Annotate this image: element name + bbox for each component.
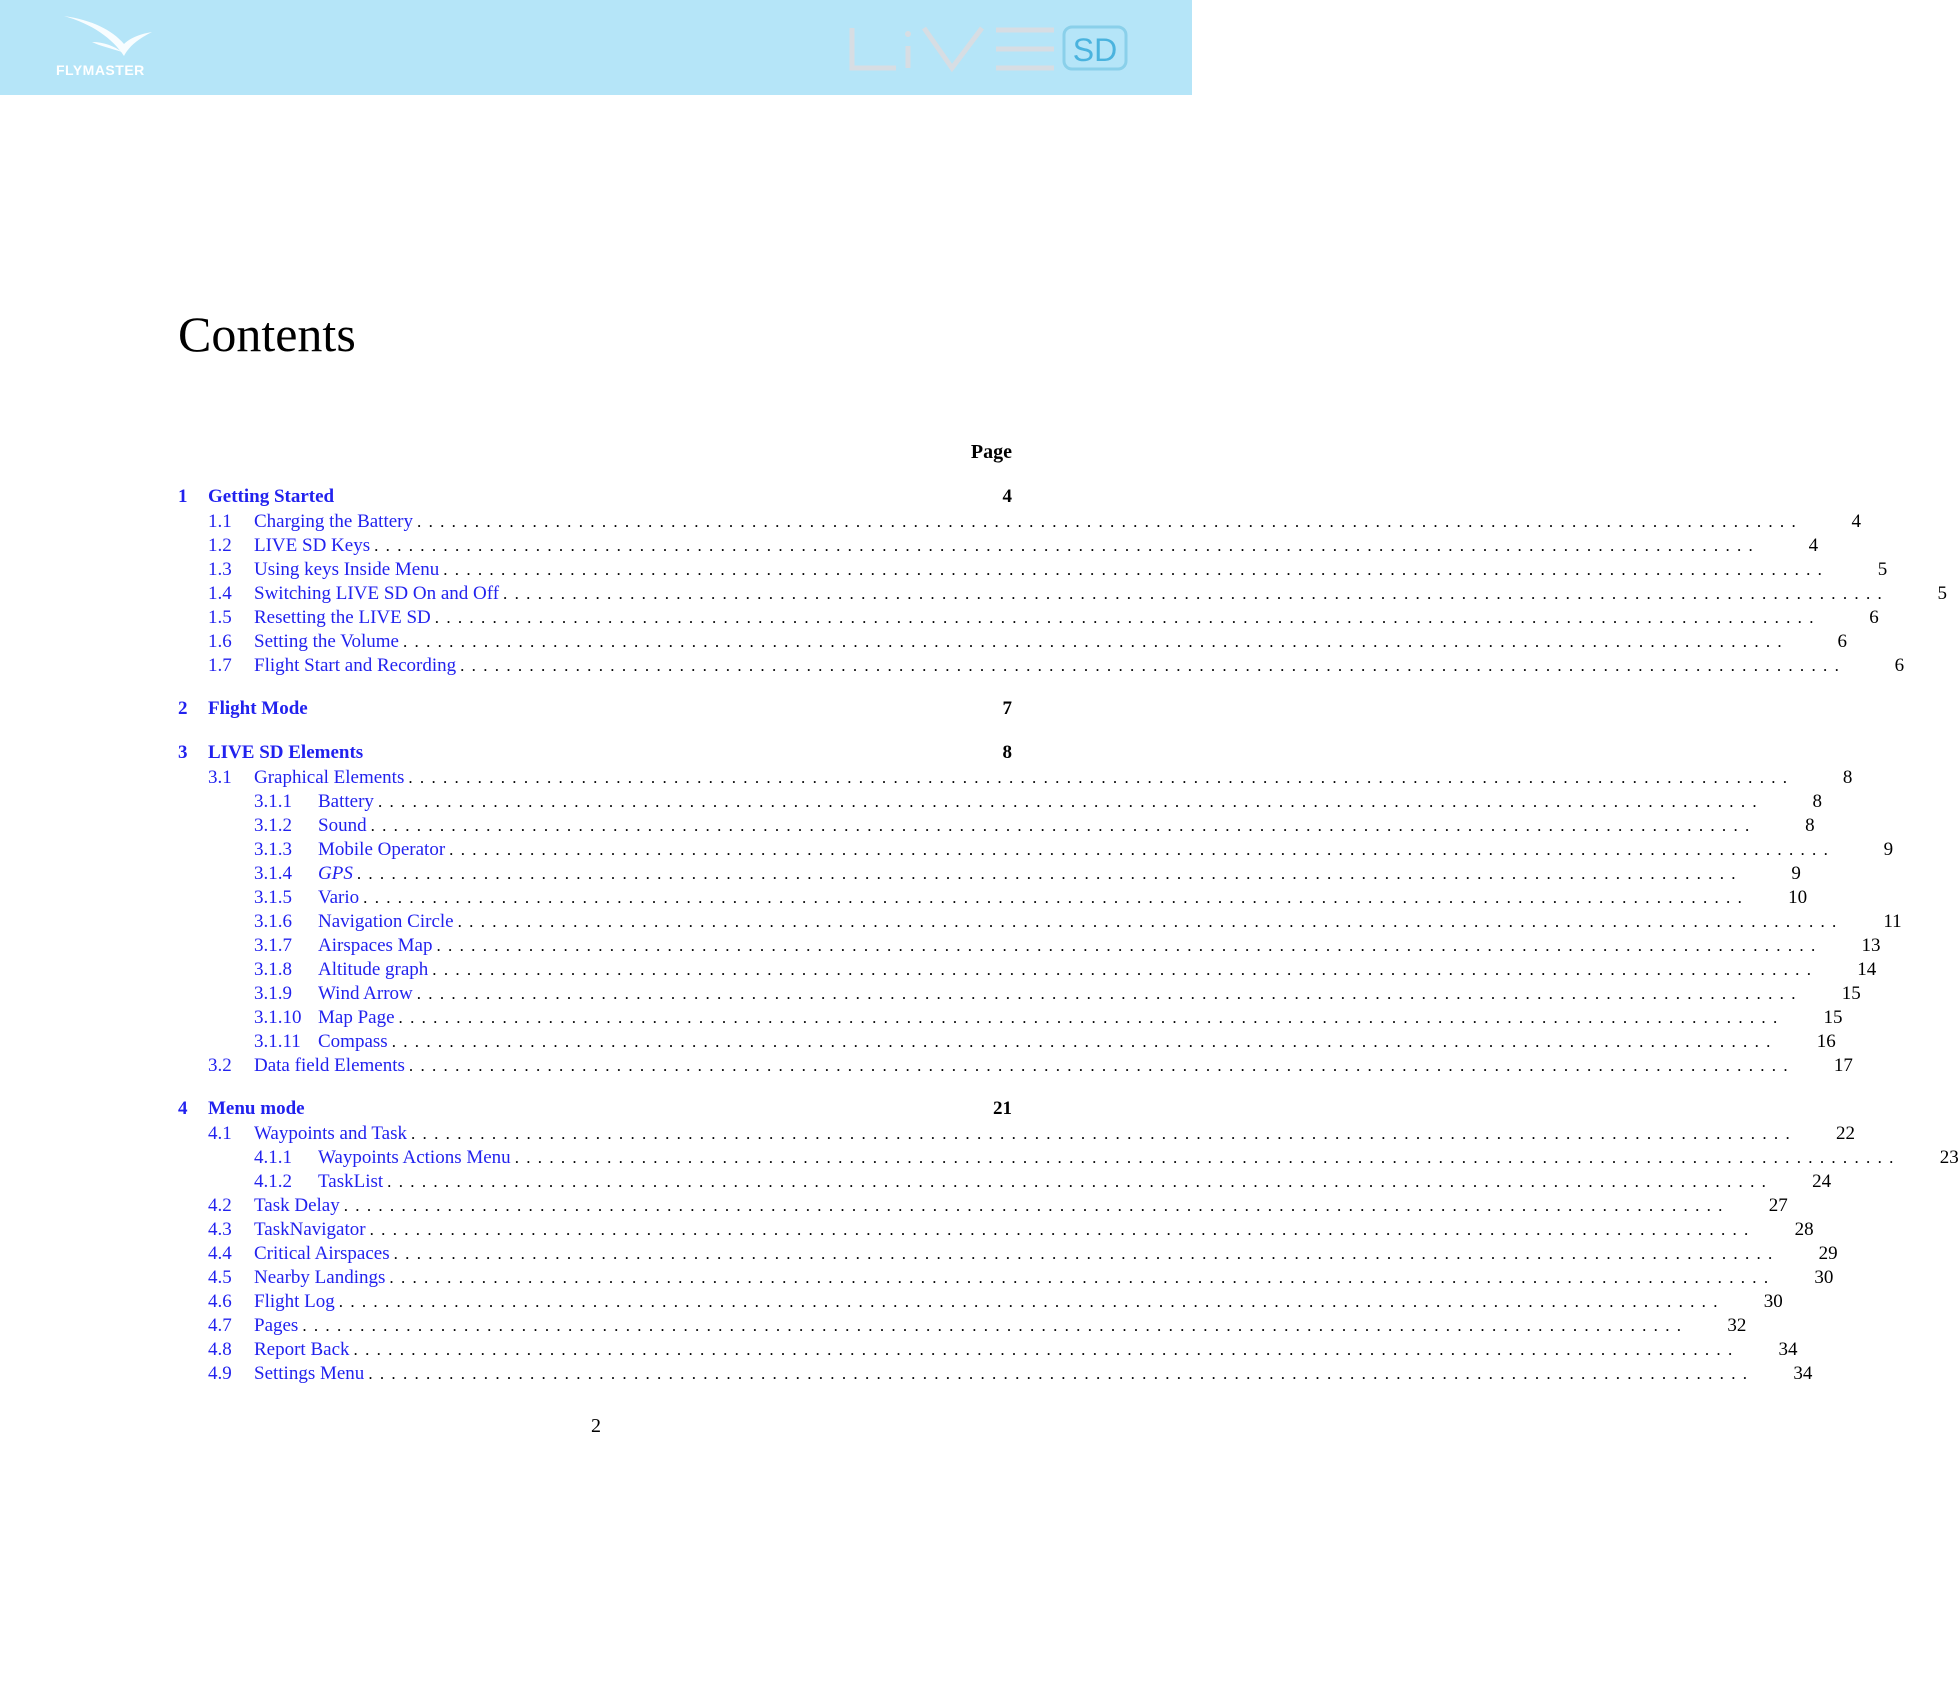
toc-entry[interactable] <box>178 535 1819 559</box>
toc-entry-title[interactable]: LIVE SD Keys <box>254 535 371 556</box>
toc-dot-leader: ........................................................................................................................ <box>368 1364 1755 1383</box>
toc-entry[interactable] <box>178 631 1847 655</box>
toc-entry-title[interactable]: Mobile Operator <box>318 839 446 860</box>
toc-entry-number[interactable]: 4.3 <box>208 1219 232 1240</box>
toc-entry[interactable] <box>178 583 1948 607</box>
toc-entry-page: 8 <box>1805 815 1815 836</box>
toc-entry[interactable] <box>178 486 1012 511</box>
toc-entry-title[interactable]: Wind Arrow <box>318 983 413 1004</box>
toc-entry-number[interactable]: 4.2 <box>208 1195 232 1216</box>
toc-entry[interactable] <box>178 815 1815 839</box>
toc-entry[interactable] <box>178 887 1808 911</box>
toc-entry-page: 8 <box>1812 791 1822 812</box>
toc-entry-title[interactable]: Task Delay <box>254 1195 340 1216</box>
toc-entry-page: 5 <box>1937 583 1948 604</box>
toc-entry-title[interactable]: Airspaces Map <box>318 935 433 956</box>
toc-dot-leader: ........................................................................................................................ <box>411 1124 1797 1143</box>
toc-entry-page: 6 <box>1837 631 1847 652</box>
toc-entry-number[interactable]: 1 <box>178 486 188 507</box>
toc-entry[interactable] <box>178 959 1877 983</box>
toc-entry-title[interactable]: Waypoints and Task <box>254 1123 407 1144</box>
toc-dot-leader: ........................................................................................................................ <box>434 608 1821 627</box>
toc-entry-number[interactable]: 3.1.9 <box>254 983 292 1004</box>
toc-entry[interactable] <box>178 1267 1834 1291</box>
toc-entry-title[interactable]: Resetting the LIVE SD <box>254 607 431 628</box>
toc-entry-number[interactable]: 4.9 <box>208 1363 232 1384</box>
toc-entry[interactable] <box>178 983 1861 1007</box>
toc-entry[interactable] <box>178 1171 1832 1195</box>
toc-entry-page: 21 <box>993 1098 1012 1119</box>
toc-dot-leader: ........................................................................................................................ <box>460 656 1847 675</box>
toc-entry-number[interactable]: 3.1.4 <box>254 863 292 884</box>
toc-dot-leader: ........................................................................................................................ <box>416 984 1803 1003</box>
toc-entry-page: 34 <box>1778 1339 1798 1360</box>
toc-entry-number[interactable]: 3.1.6 <box>254 911 292 932</box>
toc-entry-title[interactable]: Getting Started <box>208 486 335 507</box>
toc-entry-number[interactable]: 3.1.8 <box>254 959 292 980</box>
toc-entry-title[interactable]: Battery <box>318 791 374 812</box>
toc-entry-number[interactable]: 3.1.7 <box>254 935 292 956</box>
toc-entry-page: 16 <box>1816 1031 1836 1052</box>
toc-entry-title[interactable]: Pages <box>254 1315 299 1336</box>
toc-dot-leader: ........................................................................................................................ <box>503 584 1890 603</box>
toc-dot-leader: ........................................................................................................................ <box>408 1056 1795 1075</box>
toc-entry[interactable] <box>178 1098 1012 1123</box>
toc-entry-number[interactable]: 3.1.11 <box>254 1031 301 1052</box>
toc-entry-page: 8 <box>1842 767 1853 788</box>
toc-entry-title[interactable]: Flight Log <box>254 1291 335 1312</box>
toc-entry-number[interactable]: 1.4 <box>208 583 232 604</box>
toc-dot-leader: ........................................................................................................................ <box>356 864 1743 883</box>
toc-entry-page: 4 <box>1851 511 1862 532</box>
toc-entry-title[interactable]: GPS <box>318 863 353 884</box>
flymaster-logo <box>52 12 172 82</box>
toc-entry-number[interactable]: 4.7 <box>208 1315 232 1336</box>
toc-entry-page: 17 <box>1833 1055 1853 1076</box>
toc-entry[interactable] <box>178 655 1905 679</box>
toc-entry-page: 6 <box>1869 607 1879 628</box>
toc-dot-leader: ........................................................................................................................ <box>343 1196 1730 1215</box>
toc-entry-number[interactable]: 4.1.1 <box>254 1147 292 1168</box>
toc-entry-number[interactable]: 4.4 <box>208 1243 232 1264</box>
toc-entry[interactable] <box>178 1195 1788 1219</box>
toc-entry-page: 15 <box>1823 1007 1843 1028</box>
toc-entry-page: 9 <box>1883 839 1894 860</box>
toc-entry-number[interactable]: 1.2 <box>208 535 232 556</box>
toc-entry[interactable] <box>178 1315 1747 1339</box>
toc-entry[interactable] <box>178 698 1012 723</box>
toc-entry[interactable] <box>178 607 1879 631</box>
toc-entry[interactable] <box>178 1031 1836 1055</box>
toc-entry-title[interactable]: Setting the Volume <box>254 631 399 652</box>
toc-entry-title[interactable]: Compass <box>318 1031 388 1052</box>
toc-dot-leader: ........................................................................................................................ <box>370 816 1757 835</box>
toc-entry-number[interactable]: 4 <box>178 1098 188 1119</box>
toc-entry-page: 27 <box>1768 1195 1788 1216</box>
toc-dot-leader: ........................................................................................................................ <box>457 912 1844 931</box>
toc-dot-leader: ........................................................................................................................ <box>338 1292 1725 1311</box>
toc-entry-page: 5 <box>1877 559 1888 580</box>
toc-entry-title[interactable]: Graphical Elements <box>254 767 405 788</box>
toc-entry[interactable] <box>178 511 1862 535</box>
toc-dot-leader: ........................................................................................................................ <box>363 888 1750 907</box>
toc-entry-page: 7 <box>1002 698 1012 719</box>
toc-entry-title[interactable]: Switching LIVE SD On and Off <box>254 583 500 604</box>
toc-entry[interactable] <box>178 791 1822 815</box>
toc-entry[interactable] <box>178 1147 1959 1171</box>
toc-entry[interactable] <box>178 935 1881 959</box>
table-of-contents <box>178 486 1959 1387</box>
toc-entry-title[interactable]: Altitude graph <box>318 959 429 980</box>
toc-dot-leader: ........................................................................................................................ <box>389 1268 1776 1287</box>
toc-entry-number[interactable]: 2 <box>178 698 188 719</box>
toc-dot-leader: ........................................................................................................................ <box>393 1244 1780 1263</box>
toc-entry-page: 28 <box>1794 1219 1814 1240</box>
page-header <box>0 0 1192 95</box>
toc-entry-page: 6 <box>1894 655 1905 676</box>
toc-entry-title[interactable]: Using keys Inside Menu <box>254 559 440 580</box>
toc-entry-page: 15 <box>1841 983 1861 1004</box>
toc-entry-page: 9 <box>1791 863 1801 884</box>
svg-text:SD: SD <box>1072 32 1118 68</box>
toc-dot-leader: ........................................................................................................................ <box>449 840 1836 859</box>
toc-entry[interactable] <box>178 911 1902 935</box>
brand-text: FLYMASTER <box>56 62 145 78</box>
toc-entry[interactable] <box>178 1055 1853 1079</box>
toc-entry-title[interactable]: Settings Menu <box>254 1363 365 1384</box>
toc-entry-number[interactable]: 3.1.3 <box>254 839 292 860</box>
toc-entry-number[interactable]: 1.7 <box>208 655 232 676</box>
toc-entry[interactable] <box>178 1243 1838 1267</box>
toc-entry-page: 11 <box>1883 911 1902 932</box>
toc-entry-number[interactable]: 4.1.2 <box>254 1171 292 1192</box>
toc-entry-number[interactable]: 3 <box>178 742 188 763</box>
toc-entry-number[interactable]: 3.1.5 <box>254 887 292 908</box>
live-sd-logo-icon <box>848 24 1138 74</box>
toc-entry-page: 4 <box>1002 486 1012 507</box>
toc-entry-number[interactable]: 3.1.2 <box>254 815 292 836</box>
toc-dot-leader: ........................................................................................................................ <box>436 936 1823 955</box>
toc-entry-page: 23 <box>1939 1147 1959 1168</box>
toc-entry-page: 29 <box>1818 1243 1838 1264</box>
toc-entry-page: 22 <box>1836 1123 1855 1144</box>
toc-entry-page: 4 <box>1808 535 1819 556</box>
toc-entry-number[interactable]: 4.1 <box>208 1123 232 1144</box>
toc-entry-title[interactable]: Vario <box>318 887 360 908</box>
toc-entry[interactable] <box>178 767 1853 791</box>
toc-entry-page: 30 <box>1814 1267 1834 1288</box>
toc-entry-number[interactable]: 1.1 <box>208 511 232 532</box>
toc-dot-leader: ........................................................................................................................ <box>369 1220 1756 1239</box>
toc-entry-number[interactable]: 3.1.1 <box>254 791 292 812</box>
toc-entry-title[interactable]: Nearby Landings <box>254 1267 386 1288</box>
toc-entry-title[interactable]: Waypoints Actions Menu <box>318 1147 511 1168</box>
toc-entry[interactable] <box>178 559 1888 583</box>
toc-entry[interactable] <box>178 1123 1855 1147</box>
toc-entry-page: 10 <box>1788 887 1808 908</box>
toc-entry-title[interactable]: Critical Airspaces <box>254 1243 390 1264</box>
toc-dot-leader: ........................................................................................................................ <box>417 512 1804 531</box>
toc-entry[interactable] <box>178 863 1801 887</box>
toc-entry-page: 30 <box>1763 1291 1783 1312</box>
toc-dot-leader: ........................................................................................................................ <box>514 1148 1901 1167</box>
toc-entry-number[interactable]: 1.5 <box>208 607 232 628</box>
toc-entry-number[interactable]: 3.1.10 <box>254 1007 302 1028</box>
toc-entry-title[interactable]: Navigation Circle <box>318 911 454 932</box>
toc-dot-leader: ........................................................................................................................ <box>408 768 1795 787</box>
toc-entry-number[interactable]: 3.2 <box>208 1055 232 1076</box>
toc-dot-leader: ........................................................................................................................ <box>374 536 1761 555</box>
toc-entry-title[interactable]: Menu mode <box>208 1098 305 1119</box>
toc-dot-leader: ........................................................................................................................ <box>402 632 1789 651</box>
toc-entry-number[interactable]: 4.5 <box>208 1267 232 1288</box>
toc-entry-title[interactable]: Data field Elements <box>254 1055 405 1076</box>
toc-entry-title[interactable]: TaskNavigator <box>254 1219 366 1240</box>
toc-entry-title[interactable]: TaskList <box>318 1171 384 1192</box>
page-column-label: Page <box>970 441 1012 463</box>
toc-entry-title[interactable]: Flight Mode <box>208 698 308 719</box>
page-title: Contents <box>178 306 356 362</box>
toc-dot-leader: ........................................................................................................................ <box>377 792 1764 811</box>
toc-entry-title[interactable]: Flight Start and Recording <box>254 655 457 676</box>
toc-entry-page: 14 <box>1857 959 1877 980</box>
toc-entry-title[interactable]: Sound <box>318 815 367 836</box>
toc-entry-page: 32 <box>1727 1315 1747 1336</box>
toc-dot-leader: ........................................................................................................................ <box>353 1340 1740 1359</box>
toc-entry[interactable] <box>178 1363 1813 1387</box>
toc-entry-number[interactable]: 1.3 <box>208 559 232 580</box>
toc-entry-title[interactable]: Report Back <box>254 1339 350 1360</box>
toc-entry-title[interactable]: Map Page <box>318 1007 395 1028</box>
toc-entry-page: 13 <box>1861 935 1881 956</box>
toc-entry[interactable] <box>178 1219 1814 1243</box>
toc-dot-leader: ........................................................................................................................ <box>387 1172 1774 1191</box>
toc-dot-leader: ........................................................................................................................ <box>432 960 1819 979</box>
toc-dot-leader: ........................................................................................................................ <box>302 1316 1689 1335</box>
toc-entry[interactable] <box>178 839 1894 863</box>
toc-entry-number[interactable]: 4.8 <box>208 1339 232 1360</box>
flymaster-wing-icon <box>52 12 162 62</box>
page-number: 2 <box>591 1415 601 1437</box>
toc-entry-title[interactable]: LIVE SD Elements <box>208 742 364 763</box>
toc-dot-leader: ........................................................................................................................ <box>443 560 1830 579</box>
toc-dot-leader: ........................................................................................................................ <box>398 1008 1785 1027</box>
toc-entry[interactable] <box>178 1339 1798 1363</box>
toc-dot-leader: ........................................................................................................................ <box>391 1032 1778 1051</box>
toc-entry-title[interactable]: Charging the Battery <box>254 511 414 532</box>
toc-entry-number[interactable]: 3.1 <box>208 767 232 788</box>
toc-entry[interactable] <box>178 1007 1843 1031</box>
toc-entry[interactable] <box>178 742 1012 767</box>
toc-entry-page: 34 <box>1793 1363 1813 1384</box>
toc-entry-page: 8 <box>1002 742 1012 763</box>
toc-entry-number[interactable]: 4.6 <box>208 1291 232 1312</box>
toc-entry[interactable] <box>178 1291 1783 1315</box>
toc-entry-number[interactable]: 1.6 <box>208 631 232 652</box>
toc-entry-page: 24 <box>1812 1171 1832 1192</box>
